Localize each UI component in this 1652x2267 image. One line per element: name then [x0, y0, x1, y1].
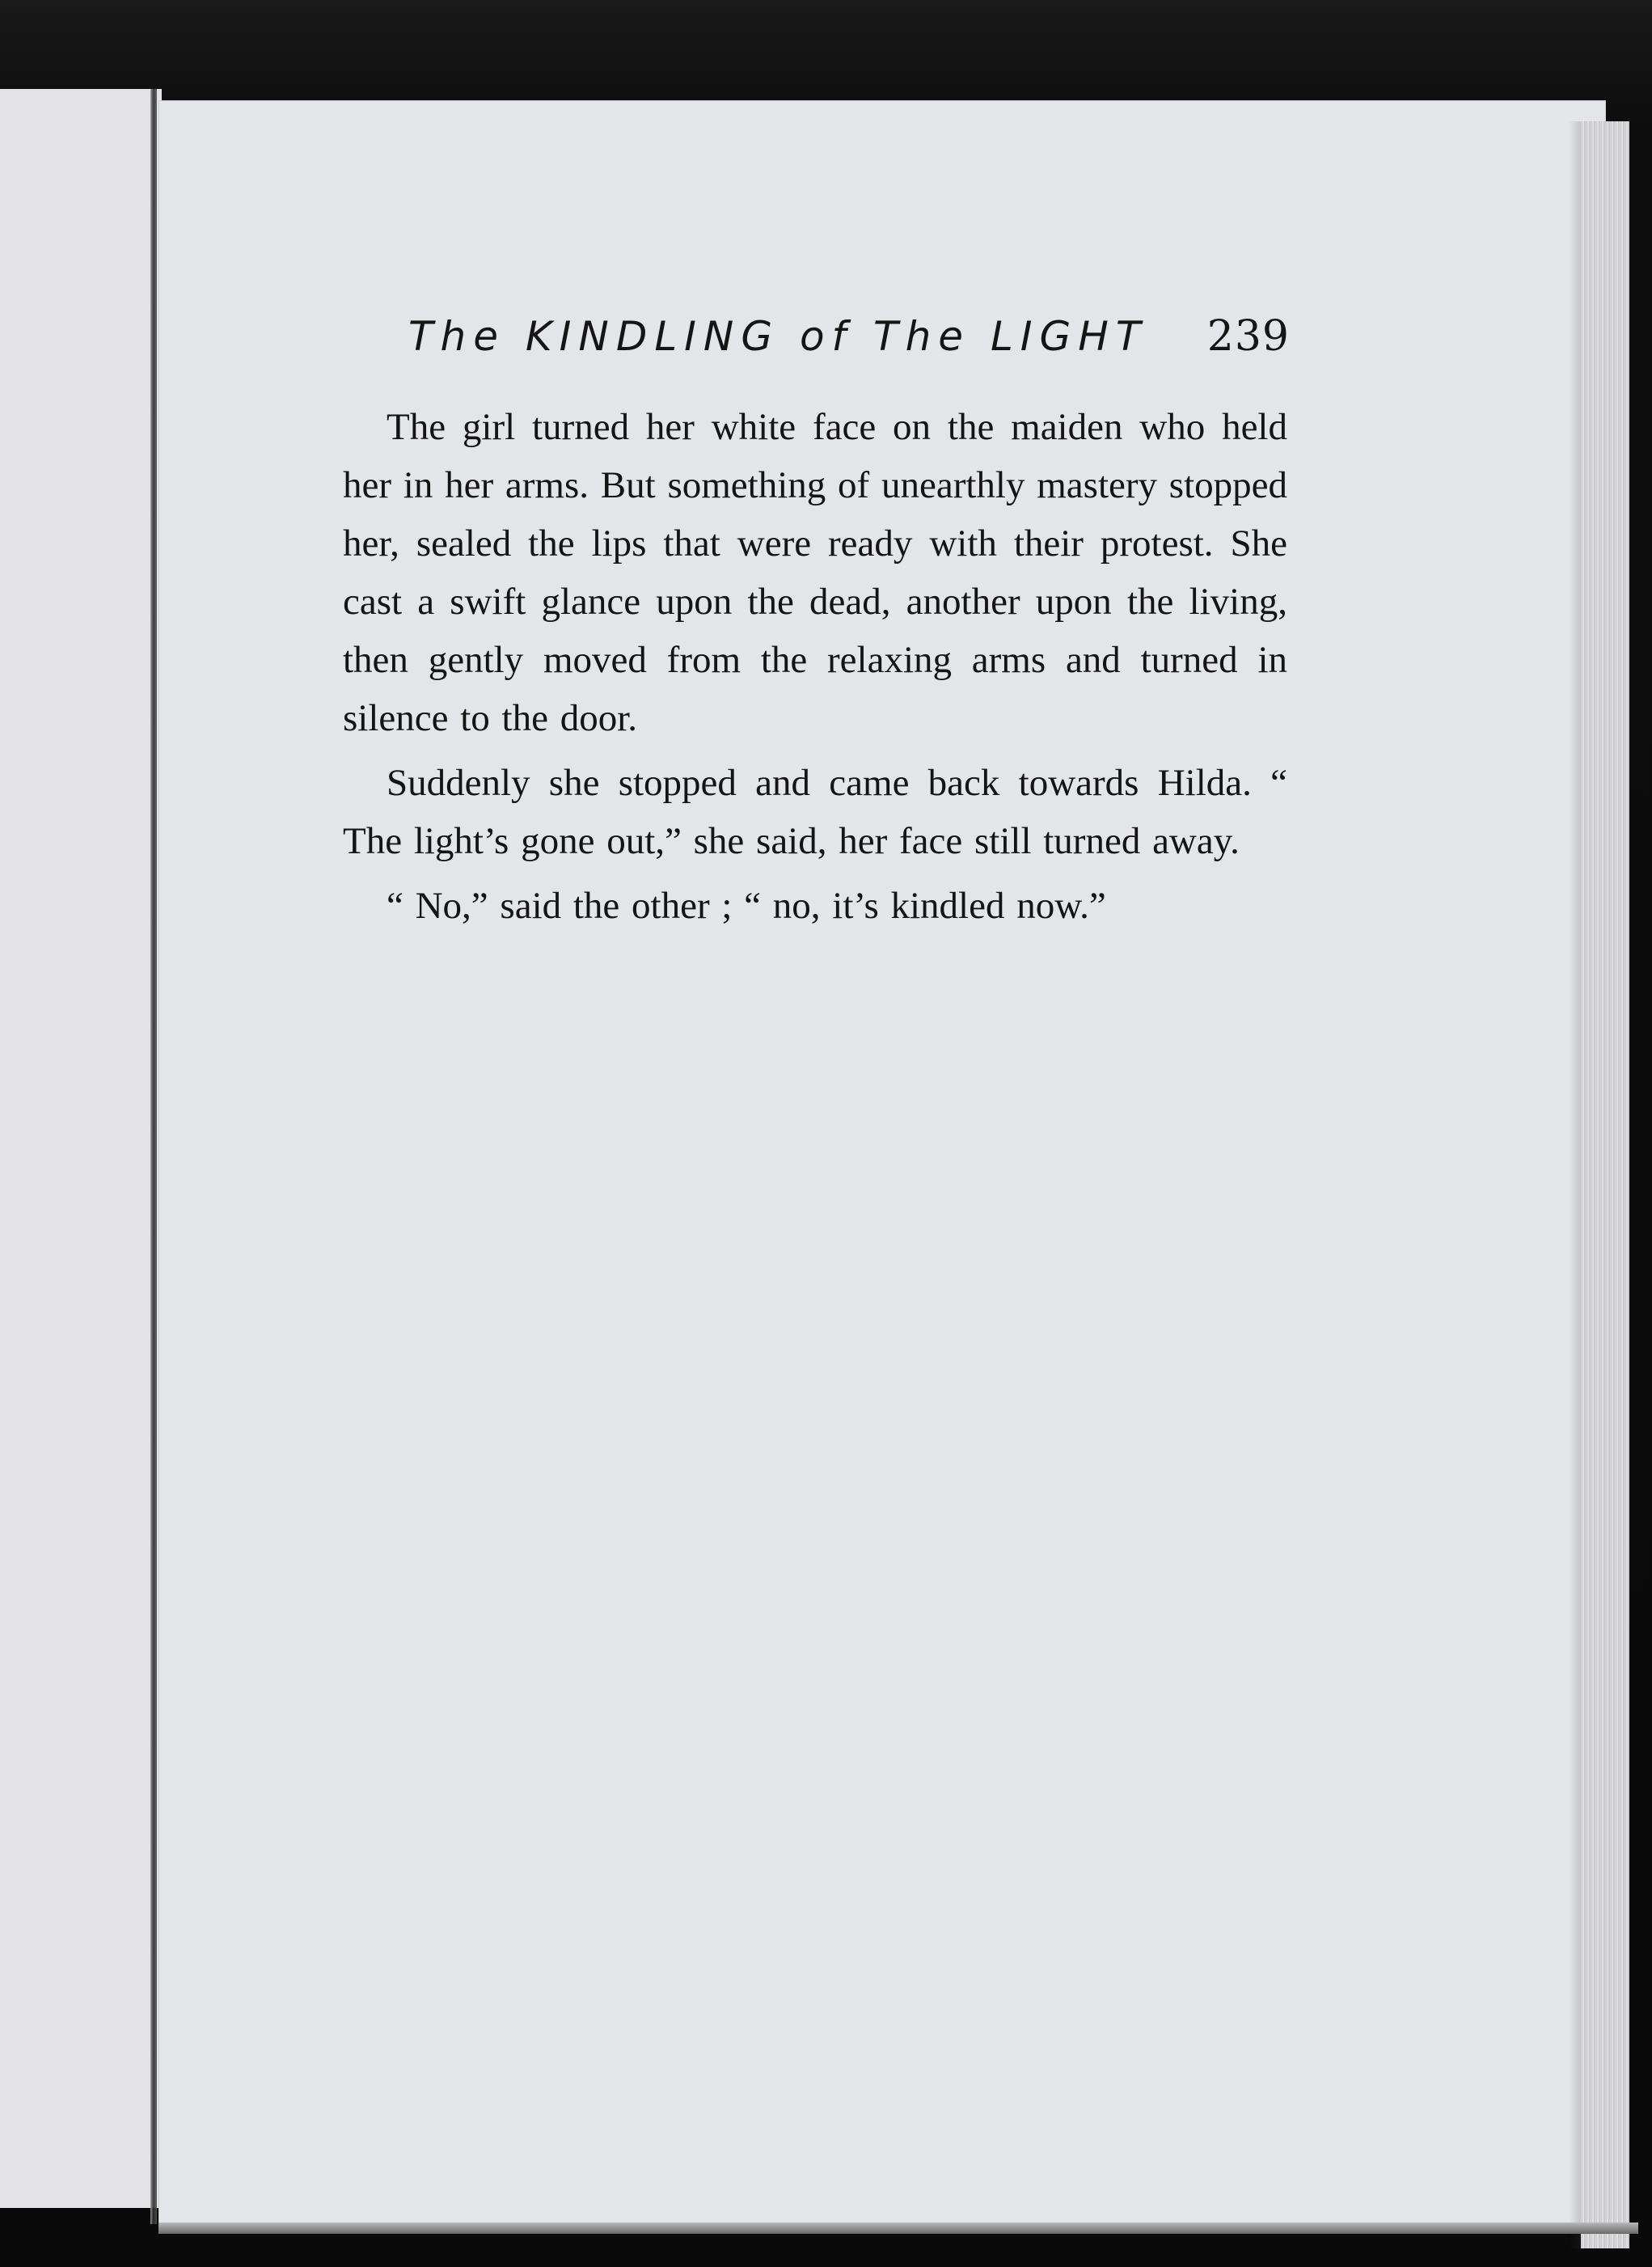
book-gutter [150, 89, 157, 2224]
page-number: 239 [1206, 312, 1290, 361]
running-head [408, 312, 1290, 377]
body-text [343, 398, 1287, 941]
paragraph: Suddenly she stopped and came back towards Hilda. “ The light’s gone out,” she said, her face still turned away. [343, 762, 1287, 862]
paragraph: “ No,” said the other ; “ no, it’s kindled now.” [387, 885, 1106, 927]
stacked-page-edges [1581, 121, 1629, 2248]
running-head-title: The KINDLING of The LIGHT [408, 313, 1148, 360]
facing-page-edge [0, 89, 162, 2208]
paragraph: The girl turned her white face on the maiden who held her in her arms. But something of unearthly mastery stopped her, sealed the lips that were ready with their protest. She cast a swift glance upon the dead, another upon the living, then gently moved from the relaxing arms and turned in silence to the door. [343, 406, 1287, 739]
page-bottom-edge [158, 2223, 1638, 2234]
